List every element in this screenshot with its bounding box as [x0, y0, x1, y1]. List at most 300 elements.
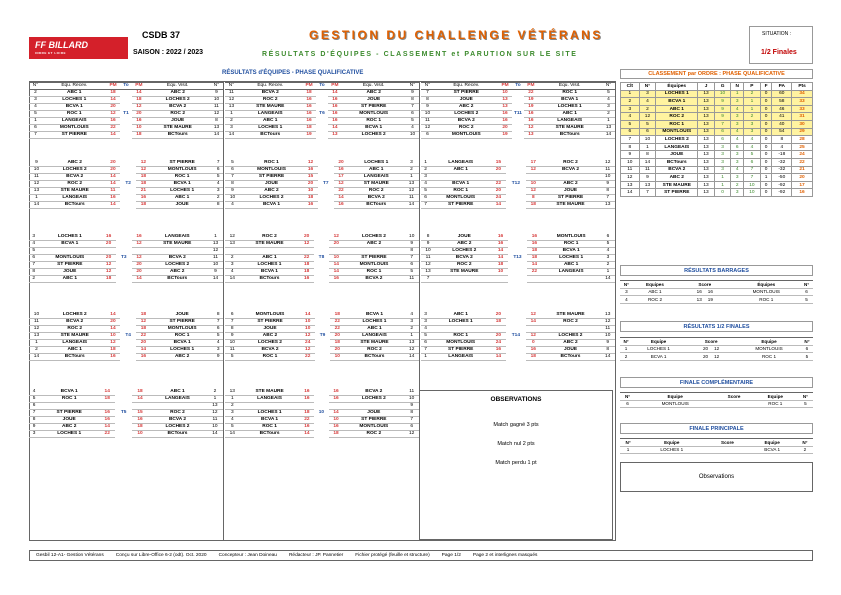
home-team-number: 10: [421, 111, 434, 118]
home-team-number: 12: [29, 326, 44, 333]
round-block: [225, 234, 419, 283]
away-team-number: 13: [210, 125, 223, 132]
away-team-number: 2: [602, 111, 615, 118]
knockout-header-row: [620, 393, 813, 401]
home-team-number: 3: [29, 431, 39, 438]
home-team-number: 10: [225, 195, 240, 202]
match-row: [29, 431, 223, 438]
home-team-name: ABC 1: [42, 90, 107, 97]
home-team-number: 5: [421, 188, 430, 195]
home-points: 16: [303, 118, 316, 125]
away-points: 18: [526, 202, 541, 209]
away-team-name: ABC 2: [146, 269, 208, 276]
home-team-name: ST PIERRE: [39, 410, 99, 417]
ranking-cell: 11: [621, 166, 640, 174]
home-team-number: 6: [421, 195, 430, 202]
round-spacer: [314, 241, 329, 248]
ranking-cell: 0: [760, 189, 772, 197]
home-score: 13: [696, 296, 702, 302]
away-team-name: LOCHES 2: [541, 333, 601, 340]
away-team-name: BCVA 2: [146, 255, 208, 262]
away-team-number: 1: [601, 269, 615, 276]
away-points: 16: [132, 118, 145, 125]
away-points: 14: [328, 125, 341, 132]
away-team-number: 1: [404, 174, 419, 181]
home-team-number: 3: [421, 174, 430, 181]
ranking-cell: 46: [772, 105, 792, 113]
home-team-name: BCVA 2: [240, 347, 301, 354]
home-team-name: MONTLOUIS: [42, 125, 107, 132]
away-team-name: ST PIERRE: [541, 195, 601, 202]
away-team-name: BCTours: [349, 202, 404, 209]
home-team-number: 2: [29, 276, 39, 283]
away-team-number: 1: [602, 118, 615, 125]
away-points: 16: [334, 202, 349, 209]
home-team-number: 2: [421, 167, 430, 174]
away-points: 14: [526, 319, 541, 326]
ranking-cell: 58: [772, 98, 792, 106]
away-team-number: 10: [207, 424, 223, 431]
away-team-name: ABC 1: [349, 167, 404, 174]
home-points: 16: [300, 396, 315, 403]
ranking-cell: 13: [698, 98, 715, 106]
home-team-name: JOUE: [434, 97, 499, 104]
round-spacer: [508, 234, 528, 241]
match-row: [225, 202, 419, 209]
ranking-cell: 3: [731, 113, 744, 121]
round-spacer: [120, 104, 133, 111]
results-header-cell: Équ. Recev.: [434, 83, 499, 90]
home-points: 11: [105, 188, 120, 195]
home-team-number: 7: [29, 262, 39, 269]
ranking-cell: LANGEAIS: [656, 143, 698, 151]
ranking-cell: 29: [792, 128, 813, 136]
away-points: 17: [526, 160, 541, 167]
ranking-cell: 0: [760, 120, 772, 128]
ranking-cell: ROC 1: [656, 120, 698, 128]
round-spacer: [116, 276, 131, 283]
away-points: 12: [526, 333, 541, 340]
away-team-name: BCTours: [541, 354, 601, 361]
ranking-header-row: [621, 83, 813, 91]
away-points: 18: [527, 255, 541, 262]
away-team-number: 7: [404, 255, 419, 262]
round-label: T9: [319, 333, 326, 339]
ranking-cell: 0: [760, 90, 772, 98]
match-row: [225, 340, 419, 347]
ranking-row: [621, 90, 813, 98]
away-points: 13: [524, 132, 537, 139]
round-spacer: [315, 354, 330, 361]
round-spacer: [314, 389, 329, 396]
home-points: 12: [101, 269, 116, 276]
match-row: [225, 125, 419, 132]
round-spacer: [115, 424, 132, 431]
knockout-header-cell: Equipe: [636, 439, 707, 447]
away-points: 20: [132, 262, 147, 269]
away-team-name: LANGEAIS: [542, 269, 601, 276]
away-team-number: 11: [600, 326, 615, 333]
away-team-name: STE MAURE: [145, 125, 210, 132]
away-team-name: ROC 1: [732, 296, 800, 304]
home-team-name: LANGEAIS: [42, 118, 107, 125]
home-team-number: 3: [421, 319, 430, 326]
away-team-number: 5: [798, 400, 813, 408]
home-points: 14: [105, 174, 120, 181]
ranking-cell: 3: [731, 174, 744, 182]
away-team-name: ABC 2: [344, 241, 405, 248]
home-team-name: LOCHES 1: [42, 97, 107, 104]
footer-item: Concepteur : Jean Doineau: [218, 553, 277, 558]
away-team-number: 8: [600, 188, 615, 195]
ranking-cell: 3: [639, 90, 656, 98]
home-points: 15: [491, 160, 506, 167]
committee-name: CSDB 37: [142, 30, 181, 40]
footer-item: Page 2 et interlignes masqués: [472, 553, 538, 558]
home-points: 22: [99, 431, 115, 438]
match-row: [225, 97, 419, 104]
home-points: 22: [107, 125, 120, 132]
ranking-cell: 12: [639, 113, 656, 121]
ranking-cell: 7: [714, 120, 731, 128]
home-team-number: 5: [29, 396, 39, 403]
away-points: 12: [132, 241, 147, 248]
home-team-number: 14: [225, 132, 238, 139]
home-team-number: 14: [29, 354, 44, 361]
match-row: [29, 118, 223, 125]
away-team-name: ROC 2: [349, 188, 404, 195]
home-team-name: MONTLOUIS: [240, 312, 301, 319]
home-points: 16: [303, 104, 316, 111]
away-points: 14: [132, 276, 147, 283]
home-team-number: 6: [225, 312, 240, 319]
ranking-cell: 20: [792, 174, 813, 182]
home-team-name: ROC 2: [434, 125, 499, 132]
home-points: 18: [99, 396, 115, 403]
match-row: [29, 396, 223, 403]
principale-title: FINALE PRINCIPALE: [620, 423, 813, 434]
away-team-name: [542, 276, 601, 283]
round-spacer: [120, 319, 135, 326]
away-team-name: LANGEAIS: [345, 333, 405, 340]
round-label: T6: [319, 111, 325, 116]
match-row: [421, 269, 615, 276]
match-row: [421, 132, 615, 139]
away-team-name: JOUE: [343, 410, 404, 417]
results-header-cell: PM: [328, 83, 341, 90]
match-row: [225, 354, 419, 361]
away-team-number: 12: [600, 160, 615, 167]
ranking-cell: 31: [792, 113, 813, 121]
ranking-row: [621, 120, 813, 128]
away-points: 22: [524, 90, 537, 97]
results-header-cell: N°: [210, 83, 223, 90]
barrages-table: [620, 280, 813, 304]
match-row: [29, 125, 223, 132]
home-points: 16: [101, 234, 116, 241]
footer: [29, 550, 813, 561]
away-points: 16: [136, 195, 151, 202]
observations-title: OBSERVATIONS: [490, 396, 542, 403]
round-spacer: [315, 326, 330, 333]
match-row: [29, 333, 223, 340]
home-points: 24: [300, 340, 315, 347]
home-points: 22: [300, 354, 315, 361]
ranking-cell: BCVA 2: [656, 166, 698, 174]
match-row: [29, 276, 223, 283]
away-team-number: 14: [602, 132, 615, 139]
score-cell: [715, 400, 753, 408]
away-team-name: ROC 2: [145, 111, 210, 118]
home-team-name: ST PIERRE: [240, 174, 303, 181]
home-points: 13: [499, 104, 512, 111]
away-team-number: 2: [797, 446, 813, 454]
home-team-number: 8: [421, 97, 434, 104]
ranking-cell: 3: [731, 151, 744, 159]
results-header-cell: PM: [132, 83, 145, 90]
away-points: 10: [526, 181, 541, 188]
away-team-number: 13: [404, 181, 419, 188]
away-points: 14: [334, 195, 349, 202]
round-spacer: [506, 160, 526, 167]
round-block: [225, 389, 419, 438]
away-points: [526, 174, 541, 181]
ranking-cell: -32: [772, 166, 792, 174]
round-spacer: [120, 188, 135, 195]
home-points: [299, 248, 314, 255]
ranking-row: [621, 136, 813, 144]
ranking-cell: 3: [744, 120, 761, 128]
away-team-name: ABC 2: [145, 90, 210, 97]
home-points: 24: [491, 195, 506, 202]
away-score: [734, 401, 740, 406]
away-team-name: LANGEAIS: [349, 174, 404, 181]
away-team-number: 7: [404, 417, 419, 424]
away-points: [132, 248, 147, 255]
away-points: [132, 403, 148, 410]
away-team-number: 2: [601, 262, 615, 269]
home-points: 12: [299, 241, 314, 248]
match-row: [225, 417, 419, 424]
home-team-name: LOCHES 2: [44, 167, 106, 174]
away-team-number: 5: [601, 241, 615, 248]
ranking-cell: 5: [744, 151, 761, 159]
ranking-cell: 3: [714, 143, 731, 151]
ranking-cell: 1: [760, 174, 772, 182]
round-label: T13: [513, 255, 522, 261]
round-spacer: [315, 347, 330, 354]
away-points: 16: [526, 347, 541, 354]
home-points: 18: [300, 410, 315, 417]
home-team-name: BCVA 1: [240, 417, 300, 424]
away-team-name: ST PIERRE: [151, 319, 214, 326]
ranking-cell: 7: [744, 174, 761, 182]
ranking-cell: 2: [639, 105, 656, 113]
home-team-name: ABC 1: [44, 347, 106, 354]
match-row: [421, 104, 615, 111]
home-team-number: 12: [29, 181, 44, 188]
home-points: 16: [491, 347, 506, 354]
ranking-row: [621, 128, 813, 136]
home-team-number: 11: [225, 90, 238, 97]
away-team-number: 14: [601, 276, 615, 283]
away-team-number: 11: [207, 417, 223, 424]
round-spacer: [314, 431, 329, 438]
away-points: 16: [132, 234, 147, 241]
away-points: 18: [132, 97, 145, 104]
observation-line-win: Match gagné 3 pts: [493, 422, 539, 428]
home-team-name: LOCHES 1: [39, 234, 102, 241]
results-header-cell: PM: [107, 83, 120, 90]
away-team-number: 5: [213, 174, 223, 181]
knockout-row: [620, 400, 813, 408]
results-header-cell: To: [512, 83, 525, 90]
ranking-cell: 2: [621, 98, 640, 106]
home-team-number: 1: [225, 396, 240, 403]
home-team-number: 9: [29, 424, 39, 431]
match-row: [225, 188, 419, 195]
ranking-cell: 33: [792, 98, 813, 106]
knockout-row: [620, 345, 813, 353]
home-team-name: BCVA 1: [39, 241, 102, 248]
home-team-number: 3: [225, 410, 240, 417]
away-points: 16: [329, 396, 344, 403]
round-label: T8: [318, 255, 325, 261]
round-spacer: [120, 202, 135, 209]
home-points: 19: [499, 132, 512, 139]
away-points: 18: [330, 340, 345, 347]
away-team-name: BCTours: [146, 276, 208, 283]
home-points: 14: [491, 202, 506, 209]
ranking-cell: 9: [621, 151, 640, 159]
away-team-name: [344, 248, 405, 255]
ranking-cell: 10: [621, 158, 640, 166]
ranking-cell: 9: [639, 174, 656, 182]
away-team-name: MONTLOUIS: [344, 262, 405, 269]
home-team-number: 13: [225, 389, 240, 396]
home-points: 16: [105, 354, 120, 361]
away-team-name: LOCHES 1: [345, 319, 405, 326]
away-team-name: STE MAURE: [541, 202, 601, 209]
match-row: [29, 354, 223, 361]
ranking-cell: 0: [760, 151, 772, 159]
home-points: 16: [303, 167, 318, 174]
home-team-number: [225, 248, 240, 255]
away-team-name: ROC 2: [541, 160, 601, 167]
home-team-name: [39, 403, 99, 410]
away-score: 16: [707, 289, 713, 295]
away-team-number: 9: [208, 269, 223, 276]
away-team-name: BCTours: [145, 132, 210, 139]
home-team-name: MONTLOUIS: [430, 195, 491, 202]
home-points: 15: [303, 174, 318, 181]
away-team-number: 9: [406, 90, 419, 97]
home-team-number: 8: [225, 326, 240, 333]
home-points: 16: [499, 111, 512, 118]
home-team-name: LOCHES 1: [240, 262, 300, 269]
grid-divider-1: [223, 81, 224, 541]
away-team-name: LANGEAIS: [146, 234, 208, 241]
match-row: [29, 181, 223, 188]
away-points: 10: [329, 417, 344, 424]
away-team-name: STE MAURE: [146, 241, 208, 248]
ranking-cell: 13: [698, 181, 715, 189]
home-team-name: ABC 2: [240, 333, 301, 340]
away-team-name: MONTLOUIS: [151, 326, 214, 333]
round-spacer: [506, 340, 526, 347]
ranking-row: [621, 105, 813, 113]
results-header-cell: PM: [524, 83, 537, 90]
results-header-cell: To: [316, 83, 329, 90]
home-team-name: ST PIERRE: [430, 347, 491, 354]
ranking-cell: 2: [731, 181, 744, 189]
home-team-name: ROC 2: [240, 234, 300, 241]
home-points: 20: [105, 319, 120, 326]
away-team-name: MONTLOUIS: [737, 345, 801, 353]
home-points: [99, 403, 115, 410]
footer-item: Gesbil 12-A1- Gestion Vétérans: [36, 553, 104, 558]
away-points: 16: [329, 389, 344, 396]
ranking-cell: 14: [639, 158, 656, 166]
home-team-name: ROC 2: [633, 296, 677, 304]
ranking-cell: -32: [772, 158, 792, 166]
home-team-number: 9: [421, 104, 434, 111]
score-cell: [677, 296, 732, 304]
round-block: [29, 160, 223, 209]
away-team-name: STE MAURE: [541, 312, 601, 319]
round-spacer: [314, 403, 329, 410]
match-row: [225, 195, 419, 202]
away-team-name: MONTLOUIS: [151, 167, 214, 174]
ranking-cell: 13: [698, 189, 715, 197]
barrages-title: RÉSULTATS BARRAGES: [620, 265, 813, 276]
home-team-name: ABC 2: [240, 188, 303, 195]
ranking-cell: 16: [792, 189, 813, 197]
ranking-cell: 1: [714, 181, 731, 189]
ranking-cell: 1: [621, 90, 640, 98]
away-team-name: ABC 1: [542, 262, 601, 269]
match-row: [29, 90, 223, 97]
home-points: 20: [491, 188, 506, 195]
knockout-header-cell: Equipes: [633, 281, 677, 289]
ranking-header-cell: F: [760, 83, 772, 91]
away-team-name: LOCHES 1: [537, 104, 602, 111]
round-label: T2: [125, 181, 131, 187]
match-row: [421, 276, 615, 283]
away-points: 18: [132, 424, 148, 431]
round-block: [29, 234, 223, 283]
away-points: 8: [526, 195, 541, 202]
away-team-number: 12: [404, 188, 419, 195]
away-team-name: LOCHES 2: [146, 262, 208, 269]
away-points: 22: [330, 326, 345, 333]
match-row: [225, 312, 419, 319]
knockout-header-cell: N°: [798, 393, 813, 401]
knockout-row: [620, 296, 813, 304]
ranking-cell: ABC 2: [656, 174, 698, 182]
home-points: 14: [493, 248, 507, 255]
home-team-number: 10: [29, 167, 44, 174]
away-team-name: MONTLOUIS: [343, 424, 404, 431]
home-team-name: ST PIERRE: [39, 262, 102, 269]
away-team-number: 3: [601, 255, 615, 262]
away-team-name: ROC 2: [345, 347, 405, 354]
round-spacer: [314, 417, 329, 424]
away-team-name: ST MAURE: [349, 181, 404, 188]
away-team-name: LOCHES 2: [145, 97, 210, 104]
round-spacer: [314, 424, 329, 431]
home-points: 18: [303, 125, 316, 132]
